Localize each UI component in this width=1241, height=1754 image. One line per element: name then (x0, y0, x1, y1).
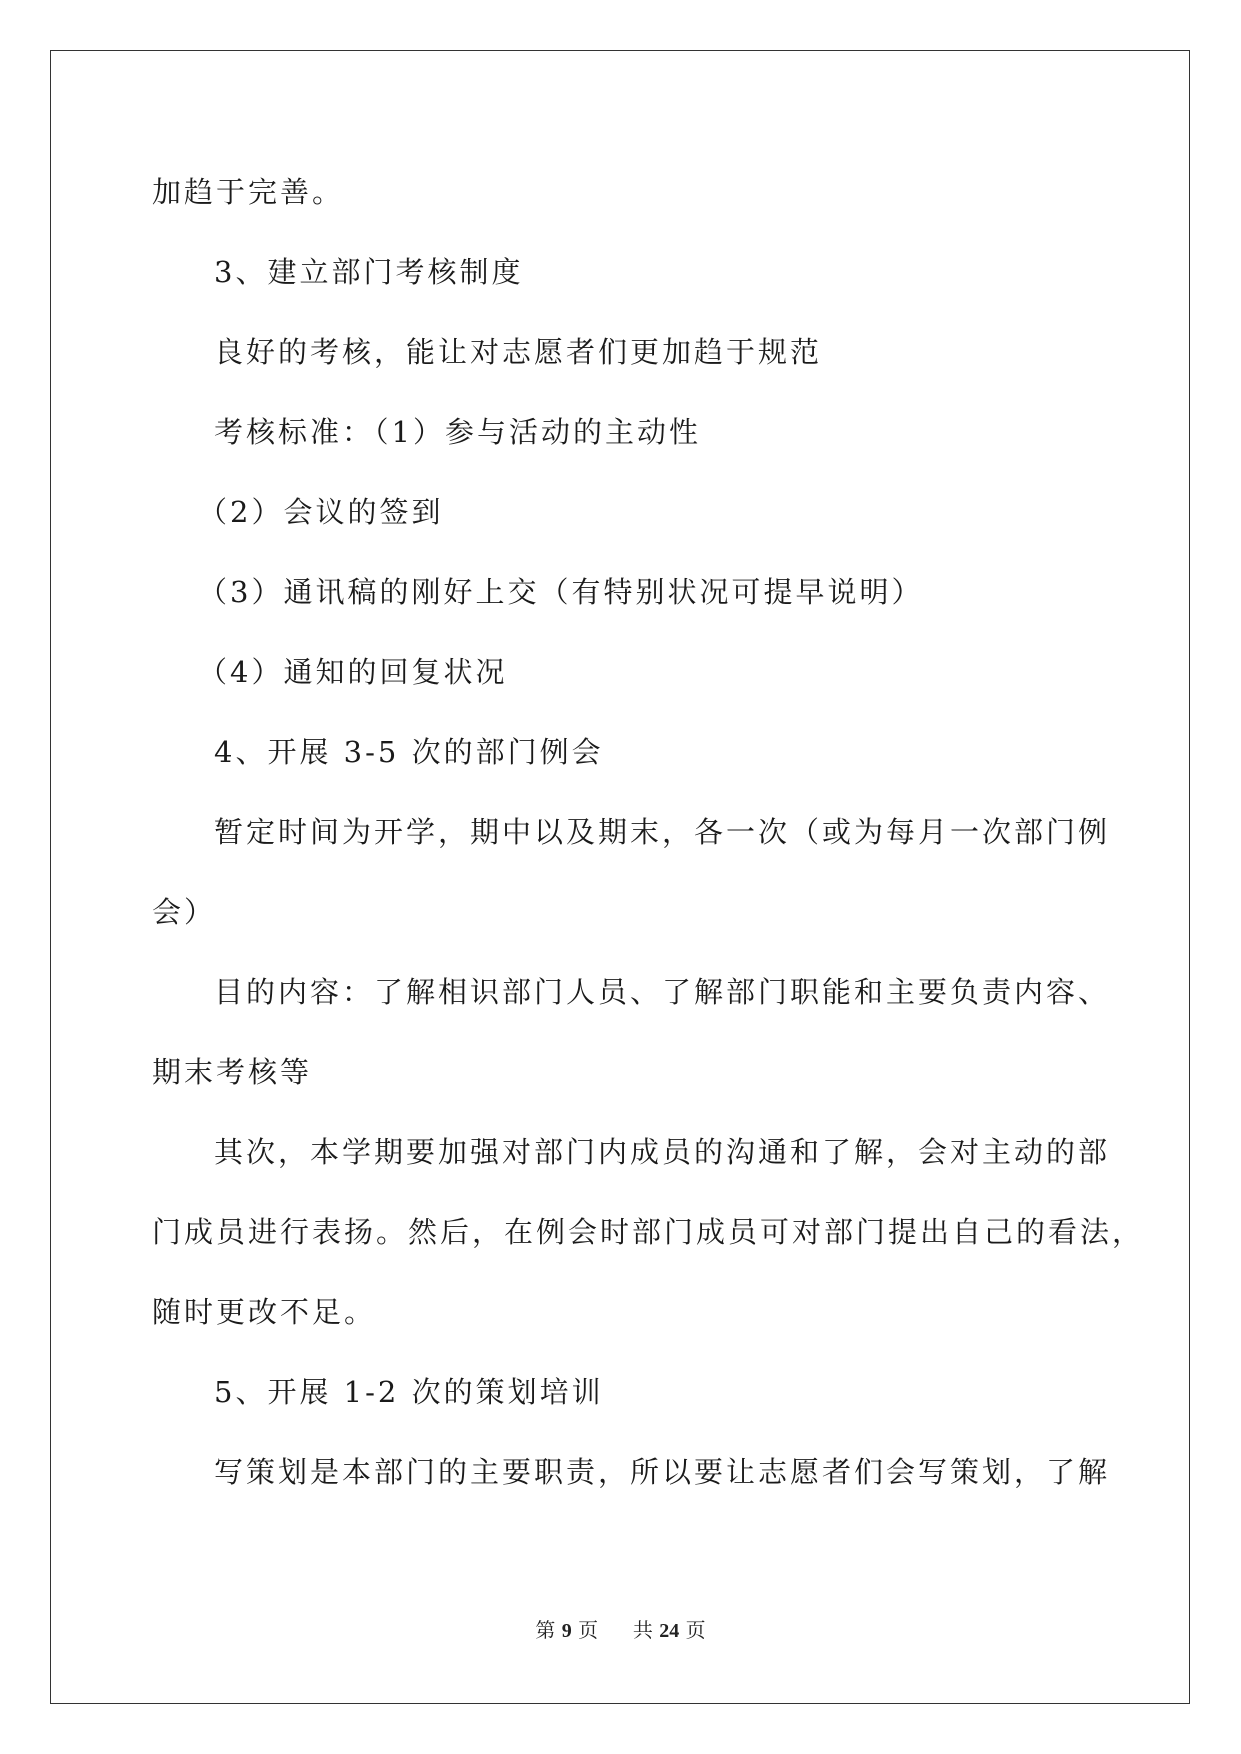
paragraph-line: 考核标准：（1）参与活动的主动性 (214, 415, 701, 449)
section-heading-3: 3、建立部门考核制度 (214, 255, 524, 289)
paragraph-line: 写策划是本部门的主要职责，所以要让志愿者们会写策划，了解 (214, 1455, 1111, 1489)
paragraph-line: 暂定时间为开学，期中以及期末，各一次（或为每月一次部门例 (214, 815, 1111, 849)
paragraph-line: 目的内容：了解相识部门人员、了解部门职能和主要负责内容、 (214, 975, 1111, 1009)
list-item: （2）会议的签到 (198, 495, 444, 529)
page-suffix: 页 (578, 1618, 599, 1642)
page-prefix: 第 (535, 1618, 556, 1642)
paragraph-line: 其次，本学期要加强对部门内成员的沟通和了解，会对主动的部 (214, 1135, 1111, 1169)
total-page-number: 24 (659, 1620, 680, 1642)
total-prefix: 共 (632, 1618, 653, 1642)
total-suffix: 页 (685, 1618, 706, 1642)
list-item: （4）通知的回复状况 (198, 655, 508, 689)
list-item: （3）通讯稿的刚好上交（有特别状况可提早说明） (198, 575, 924, 609)
page-footer (0, 1618, 1241, 1643)
paragraph-line: 随时更改不足。 (152, 1295, 377, 1329)
paragraph-line: 加趋于完善。 (152, 175, 345, 209)
paragraph-line: 门成员进行表扬。然后，在例会时部门成员可对部门提出自己的看法， (152, 1215, 1145, 1249)
paragraph-line: 期末考核等 (152, 1055, 313, 1089)
paragraph-line: 良好的考核，能让对志愿者们更加趋于规范 (214, 335, 823, 369)
paragraph-line: 会） (152, 895, 217, 929)
current-page-number: 9 (561, 1620, 572, 1642)
section-heading-5: 5、开展 1-2 次的策划培训 (214, 1375, 604, 1409)
section-heading-4: 4、开展 3-5 次的部门例会 (214, 735, 604, 769)
